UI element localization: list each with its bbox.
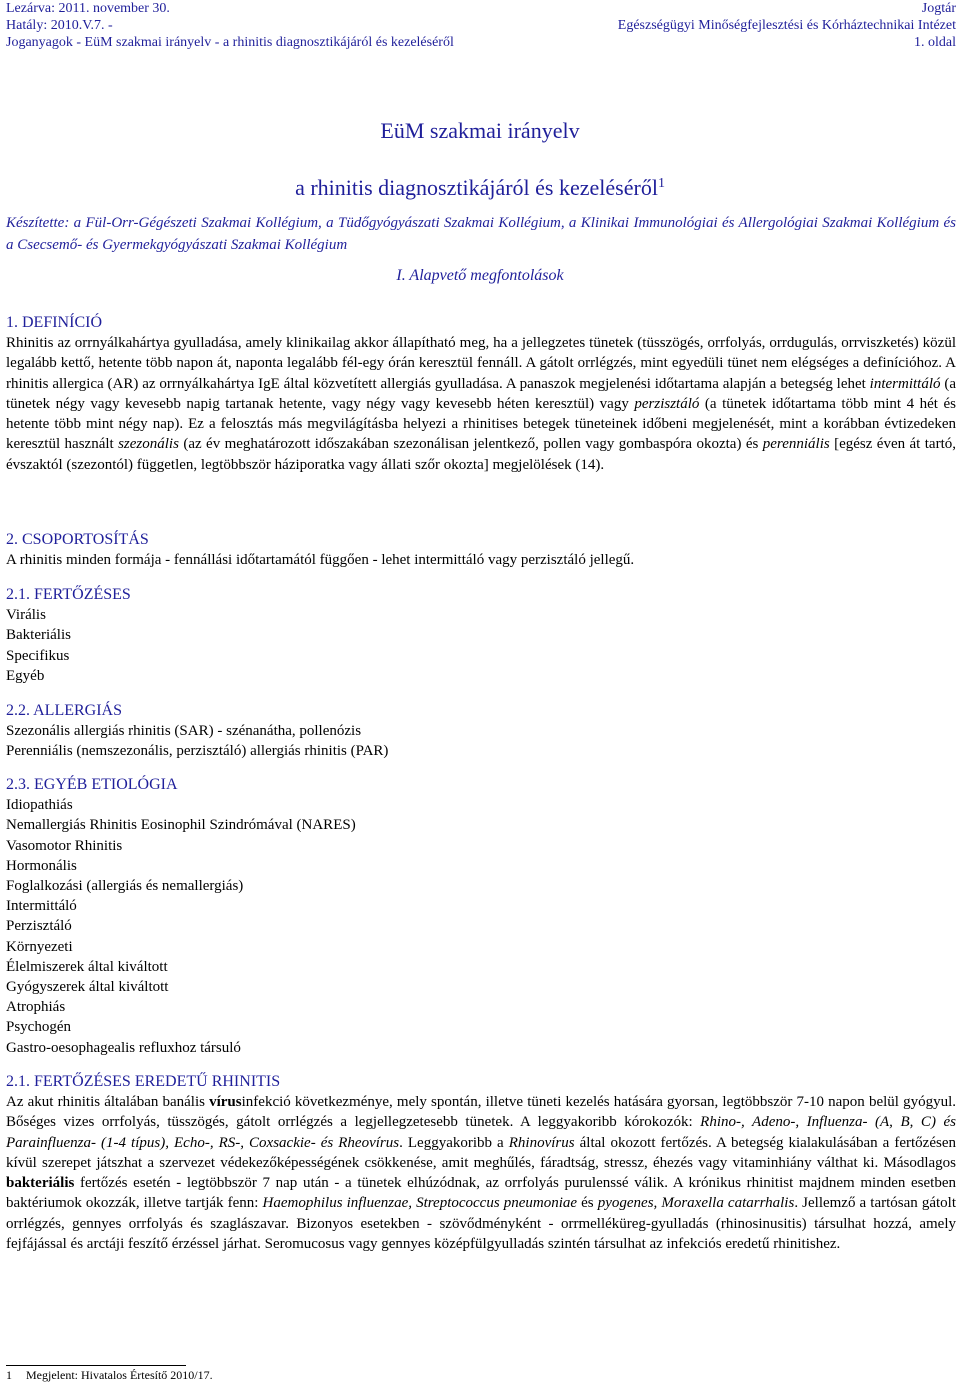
infectious-heading: 2.1. FERTŐZÉSES	[6, 586, 131, 603]
list-item: Egyéb	[6, 667, 45, 684]
footnote-text: Megjelent: Hivatalos Értesítő 2010/17.	[26, 1368, 213, 1382]
allergic-section	[6, 701, 956, 762]
authors-line: Készítette: a Fül-Orr-Gégészeti Szakmai Kollégium, a Tüdőgyógyászati Szakmai Kollégium, a Klinikai Immunológiai és Allergológiai Szakmai Kollégium és a Csecsemő- és Gyermekgyógyászati Szakmai Kollégium	[6, 215, 956, 253]
list-item: Bakteriális	[6, 627, 71, 644]
list-item: Perzisztáló	[6, 918, 72, 935]
infectious-origin-paragraph: Az akut rhinitis általában banális vírusinfekció következménye, mely spontán, illetve tüneti kezelés hatására gyorsan, legtöbbször 7-10 napon belül gyógyul. Bőséges vizes orrfolyás, tüsszögés, gátolt orrlégzés a legjellegzetesebb tünetek. A leggyakoribb kórokozók: Rhino-, Adeno-, Influenza- (A, B, C) és Parainfluenza- (1-4 típus), Echo-, RS-, Coxsackie- és Rheovírus. Leggyakoribb a Rhinovírus által okozott fertőzés. A betegség kialakulásában a fertőzésen kívül szerepet játszhat a szervezet védekezőképességének csökkenése, amit meghűlés, fáradtság, stressz, éhezés vagy vitaminhiány válthat ki. Másodlagos bakteriális fertőzés esetén - legtöbbször 7 nap után - a tünetek elhúzódnak, az orrfolyás purulenssé válik. A krónikus rhinitist majdnem minden esetben baktériumok okozzák, illetve tartják fenn: Haemophilus influenzae, Streptococcus pneumoniae és pyogenes, Moraxella catarrhalis. Jellemző a tartósan gátolt orrlégzés, gennyes orrfolyás és szaglászavar. Bizonyos esetekben - szövődményként - orrmelléküreg-gyulladás (rhinosinusitis) társulhat hozzá, amely fejfájással és arctáji feszítő érzéssel járhat. Seromucosus vagy gennyes középfülgyulladás szintén társulhat az infekciós eredetű rhinitishez.	[6, 1094, 956, 1253]
list-item: Vasomotor Rhinitis	[6, 837, 123, 854]
definition-heading: 1. DEFINÍCIÓ	[6, 314, 102, 331]
other-etiology-section	[6, 775, 956, 1058]
allergic-heading: 2.2. ALLERGIÁS	[6, 702, 122, 719]
classification-text: A rhinitis minden formája - fennállási időtartamától függően - lehet intermittáló vagy perzisztáló jellegű.	[6, 552, 635, 568]
footnote-divider	[6, 1365, 186, 1366]
footnote	[6, 1368, 213, 1382]
list-item: Élelmiszerek által kiváltott	[6, 958, 168, 975]
definition-paragraph: Rhinitis az orrnyálkahártya gyulladása, amely klinikailag akkor állapítható meg, ha a jellegzetes tünetek (tüsszögés, orrfolyás, orrdugulás, orrviszketés) közül legalább kettő, hetente több napon át, naponta legalább fél-egy órán keresztül fennáll. A gátolt orrlégzés, mint egyedüli tünet nem elégséges a definícióhoz. A rhinitis allergica (AR) az orrnyálkahártya IgE által közvetített allergiás gyulladása. A panaszok megjelenési időtartama alapján a betegség lehet intermittáló (a tünetek négy vagy kevesebb napig tartanak hetente, vagy négy vagy kevesebb héten keresztül) vagy perzisztáló (a tünetek időtartama több mint 4 hét és hetente több mint négy nap). Ez a felosztás más megvilágításba helyezi a rhinitises betegek tüneteinek időbeni megjelenését, mint a korábban évtizedeken keresztül használt szezonális (az év meghatározott időszakában szezonálisan jelentkező, pollen vagy gombaspóra okozta) és perenniális [egész éven át tartó, évszaktól (szezontól) független, legtöbbször háziporatka vagy állati szőr okozta] megjelölések (14).	[6, 335, 957, 473]
definition-section	[6, 313, 956, 475]
list-item: Környezeti	[6, 938, 73, 955]
list-item: Foglalkozási (allergiás és nemallergiás)	[6, 878, 244, 895]
header-closed-date: Lezárva: 2011. november 30.	[6, 1, 170, 16]
header-page-number: 1. oldal	[914, 35, 956, 50]
list-item: Intermittáló	[6, 898, 77, 915]
list-item: Idiopathiás	[6, 797, 73, 814]
list-item: Virális	[6, 607, 46, 624]
list-item: Gastro-oesophagealis refluxhoz társuló	[6, 1039, 241, 1056]
list-item: Hormonális	[6, 857, 77, 874]
footnote-number: 1	[6, 1368, 12, 1382]
infectious-origin-section	[6, 1072, 956, 1254]
list-item: Gyógyszerek által kiváltott	[6, 979, 169, 996]
classification-heading: 2. CSOPORTOSÍTÁS	[6, 531, 149, 548]
list-item: Nemallergiás Rhinitis Eosinophil Szindrómával (NARES)	[6, 817, 356, 834]
other-etiology-heading: 2.3. EGYÉB ETIOLÓGIA	[6, 776, 178, 793]
list-item: Perenniális (nemszezonális, perzisztáló) allergiás rhinitis (PAR)	[6, 743, 389, 760]
header-source: Jogtár	[921, 1, 956, 16]
infectious-origin-heading: 2.1. FERTŐZÉSES EREDETŰ RHINITIS	[6, 1073, 281, 1090]
page-subtitle-text: a rhinitis diagnosztikájáról és kezeléséről	[295, 175, 658, 200]
header-effective-date: Hatály: 2010.V.7. -	[6, 18, 113, 33]
header-breadcrumb: Joganyagok - EüM szakmai irányelv - a rhinitis diagnosztikájáról és kezeléséről	[6, 35, 454, 50]
page-subtitle	[0, 175, 960, 201]
classification-section	[6, 530, 956, 570]
header-institute: Egészségügyi Minőségfejlesztési és Kórháztechnikai Intézet	[617, 18, 956, 33]
list-item: Szezonális allergiás rhinitis (SAR) - szénanátha, pollenózis	[6, 723, 362, 740]
section-title: I. Alapvető megfontolások	[396, 267, 564, 284]
list-item: Specifikus	[6, 647, 70, 664]
infectious-section	[6, 585, 956, 686]
header-left	[6, 0, 454, 51]
page-title: EüM szakmai irányelv	[380, 118, 580, 143]
list-item: Psychogén	[6, 1019, 71, 1036]
footnote-mark[interactable]: 1	[657, 176, 665, 191]
header-right	[618, 0, 956, 51]
list-item: Atrophiás	[6, 999, 66, 1016]
